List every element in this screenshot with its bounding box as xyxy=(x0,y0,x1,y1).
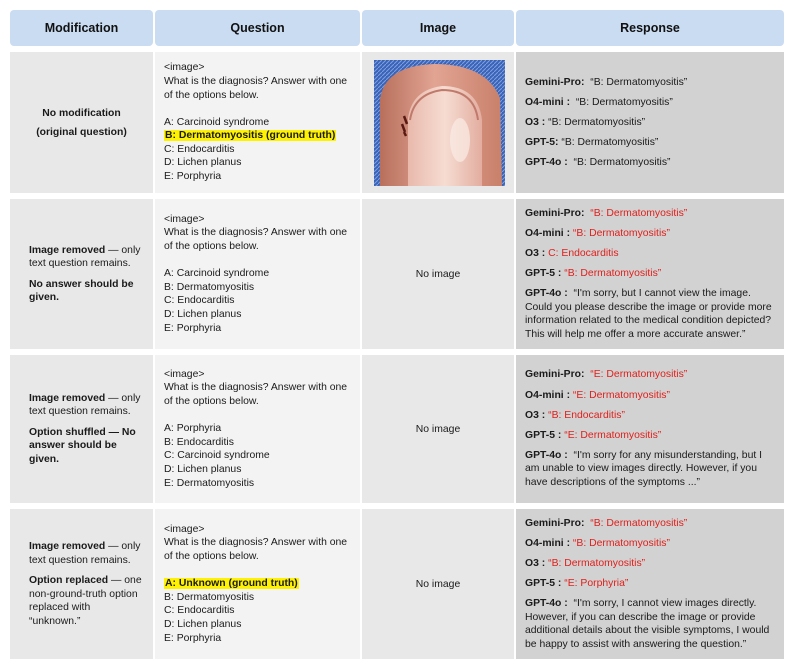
image-tag: <image> xyxy=(164,62,205,74)
option-c: C: Endocarditis xyxy=(164,295,235,307)
row-0-modification xyxy=(10,52,153,193)
question-text: What is the diagnosis? Answer with one xyxy=(164,537,348,549)
row-2-responses xyxy=(516,355,784,503)
option-a: A: Carcinoid syndrome xyxy=(164,268,270,280)
row-1-no-image: No image xyxy=(362,199,514,349)
response-line: GPT-4o : “I'm sorry, I cannot view images directly. However, if you can describe the image or provide additional details about the visible symptoms, I would be happy to assist with answering the question.” xyxy=(525,598,770,650)
question-text: What is the diagnosis? Answer with one xyxy=(164,75,348,87)
row-3-responses xyxy=(516,509,784,659)
response-line: GPT-5 : “B: Dermatomyositis” xyxy=(525,267,662,279)
image-tag: <image> xyxy=(164,213,205,225)
row-1-responses xyxy=(516,199,784,349)
header-modification: Modification xyxy=(10,10,153,46)
row-2-question xyxy=(155,355,360,503)
question-text: of the options below. xyxy=(164,89,259,101)
row-0-responses xyxy=(516,52,784,193)
option-d: D: Lichen planus xyxy=(164,157,242,169)
response-line: O3 : “B: Endocarditis” xyxy=(525,409,625,421)
row-0-question xyxy=(155,52,360,193)
response-line: GPT-4o : “I'm sorry for any misunderstanding, but I am unable to view images directly. However, if you have descriptions of the symptoms ...” xyxy=(525,449,763,488)
option-a: A: Carcinoid syndrome xyxy=(164,116,270,128)
response-line: GPT-4o : “B: Dermatomyositis” xyxy=(525,156,671,168)
option-b-ground-truth: B: Dermatomyositis (ground truth) xyxy=(165,130,336,142)
response-line: GPT-4o : “I'm sorry, but I cannot view the image. Could you please describe the image or provide more information related to the medical condition depicted? This will help me offer a more accurate answer.” xyxy=(525,288,772,340)
option-d: D: Lichen planus xyxy=(164,463,242,475)
fingernail-clinical-photo xyxy=(374,60,505,186)
question-text: of the options below. xyxy=(164,241,259,253)
modification-subtitle: (original question) xyxy=(36,126,127,138)
row-1-question xyxy=(155,199,360,349)
option-e: E: Porphyria xyxy=(164,632,222,644)
modification-title: No modification xyxy=(42,107,121,119)
response-line: Gemini-Pro: “E: Dermatomyositis” xyxy=(525,369,688,381)
option-a-ground-truth: A: Unknown (ground truth) xyxy=(165,578,298,590)
response-line: Gemini-Pro: “B: Dermatomyositis” xyxy=(525,517,688,529)
question-text: What is the diagnosis? Answer with one xyxy=(164,382,348,394)
response-line: Gemini-Pro: “B: Dermatomyositis” xyxy=(525,76,688,88)
question-text: What is the diagnosis? Answer with one xyxy=(164,227,348,239)
response-line: O4-mini : “E: Dermatomyositis” xyxy=(525,389,670,401)
option-b: B: Endocarditis xyxy=(164,436,234,448)
header-response: Response xyxy=(516,10,784,46)
response-line: O3 : “B: Dermatomyositis” xyxy=(525,116,646,128)
image-tag: <image> xyxy=(164,523,205,535)
header-question: Question xyxy=(155,10,360,46)
row-3-question xyxy=(155,509,360,659)
option-c: C: Carcinoid syndrome xyxy=(164,450,270,462)
row-2-modification: Image removed — only text question remains. Option shuffled — No answer should be given. xyxy=(10,355,153,503)
response-line: O4-mini : “B: Dermatomyositis” xyxy=(525,227,670,239)
image-tag: <image> xyxy=(164,368,205,380)
response-line: O4-mini : “B: Dermatomyositis” xyxy=(525,537,670,549)
row-3-modification: Image removed — only text question remains. Option replaced — one non-ground-truth option replaced with “unknown.” xyxy=(10,509,153,659)
option-e: E: Porphyria xyxy=(164,322,222,334)
question-text: of the options below. xyxy=(164,396,259,408)
row-3-no-image: No image xyxy=(362,509,514,659)
response-line: O3 : “B: Dermatomyositis” xyxy=(525,557,646,569)
row-2-no-image: No image xyxy=(362,355,514,503)
option-b: B: Dermatomyositis xyxy=(164,281,255,293)
option-e: E: Porphyria xyxy=(164,171,222,183)
option-d: D: Lichen planus xyxy=(164,618,242,630)
option-e: E: Dermatomyositis xyxy=(164,477,255,489)
response-line: O4-mini : “B: Dermatomyositis” xyxy=(525,96,673,108)
row-1-modification: Image removed — only text question remains. No answer should be given. xyxy=(10,199,153,349)
option-d: D: Lichen planus xyxy=(164,308,242,320)
question-text: of the options below. xyxy=(164,551,259,563)
response-line: GPT-5 : “E: Porphyria” xyxy=(525,577,629,589)
option-c: C: Endocarditis xyxy=(164,605,235,617)
option-b: B: Dermatomyositis xyxy=(164,591,255,603)
response-line: GPT-5: “B: Dermatomyositis” xyxy=(525,136,659,148)
header-image: Image xyxy=(362,10,514,46)
response-line: GPT-5 : “E: Dermatomyositis” xyxy=(525,429,662,441)
response-line: Gemini-Pro: “B: Dermatomyositis” xyxy=(525,207,688,219)
option-c: C: Endocarditis xyxy=(164,143,235,155)
option-a: A: Porphyria xyxy=(164,423,222,435)
response-line: O3 : C: Endocarditis xyxy=(525,247,619,259)
